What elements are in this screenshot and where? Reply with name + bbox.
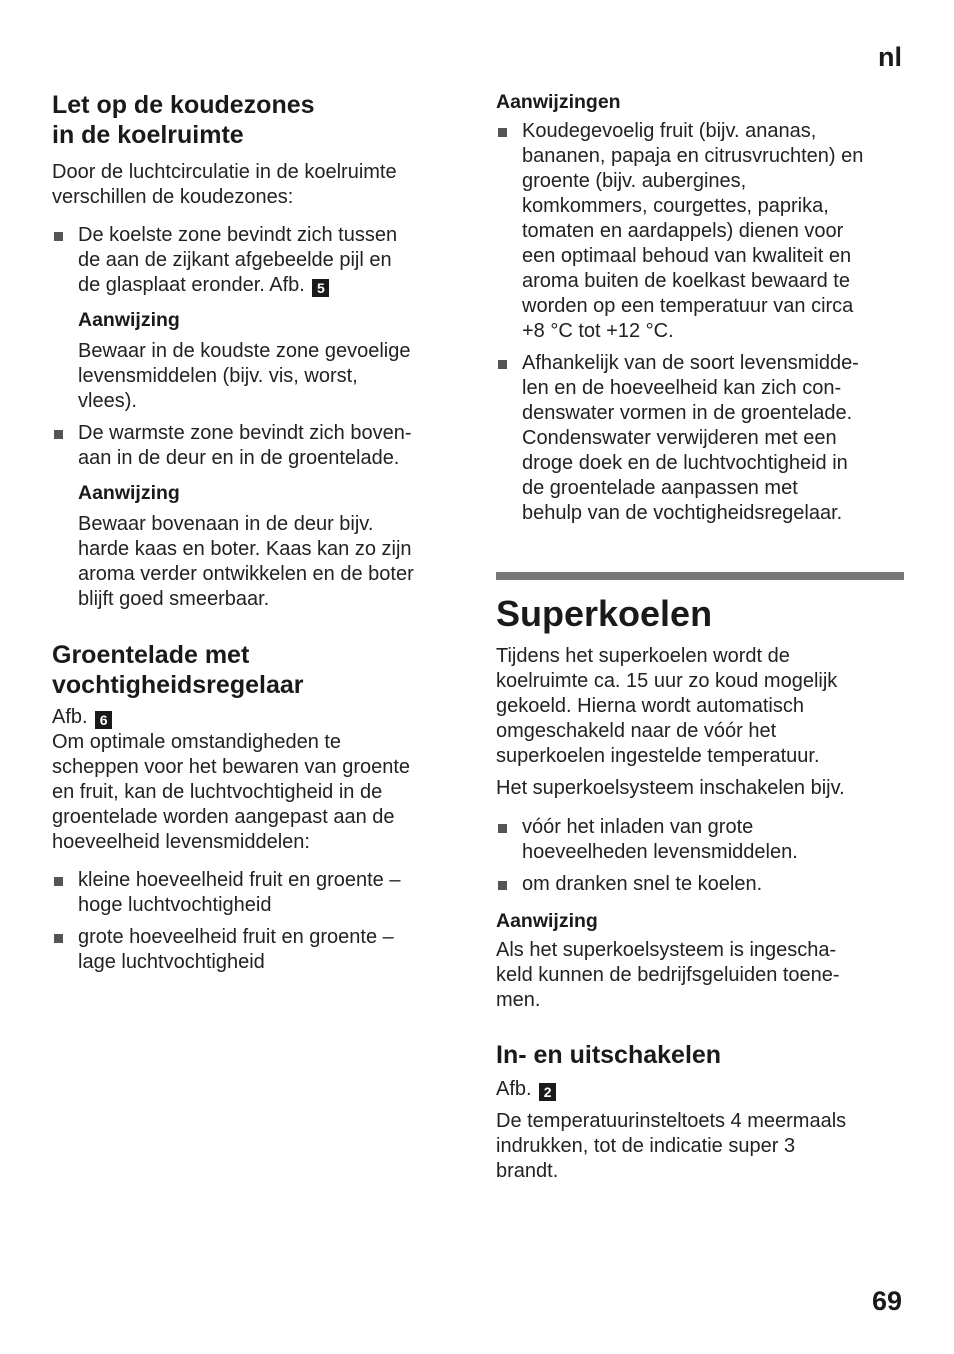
bullet-square-icon <box>498 128 507 137</box>
list-item <box>52 925 454 975</box>
bullet-square-icon <box>54 232 63 241</box>
note-block <box>496 909 904 1013</box>
list-item-text: kleine hoeveelheid fruit en groente – hoge luchtvochtigheid <box>78 869 401 916</box>
list-item <box>52 868 454 918</box>
section-title-groentelade: Groentelade met vochtigheidsregelaar <box>52 641 304 699</box>
left-column <box>52 90 454 975</box>
list-item <box>496 119 904 344</box>
list-item <box>496 872 904 897</box>
list-item-text: Koudegevoelig fruit (bijv. ananas, bananen, papaja en citrusvruchten) en groente (bijv. aubergines, komkommers, courgettes, paprika, tomaten en aardappels) dienen voor een optimaal behoud van kwaliteit en aroma buiten de koelkast bewaard te worden op een temperatuur van circa +8 °C tot +12 °C. <box>522 120 864 342</box>
note-title: Aanwijzing <box>78 309 180 331</box>
right-column <box>496 90 904 1184</box>
bullet-square-icon <box>498 360 507 369</box>
note-text: Bewaar in de koudste zone gevoelige levensmiddelen (bijv. vis, worst, vlees). <box>78 340 411 412</box>
koudezones-intro: Door de luchtcirculatie in de koelruimte verschillen de koudezones: <box>52 161 397 208</box>
section-divider <box>496 572 904 580</box>
note-block <box>52 481 454 612</box>
figure-reference-label: Afb. <box>52 706 88 728</box>
list-item <box>496 351 904 526</box>
bullet-square-icon <box>498 824 507 833</box>
note-title: Aanwijzing <box>496 910 598 932</box>
figure-reference <box>52 705 454 730</box>
bullet-square-icon <box>54 877 63 886</box>
figure-reference-badge: 6 <box>95 711 112 729</box>
note-block <box>52 308 454 414</box>
figure-reference-badge: 2 <box>539 1083 556 1101</box>
list-item-text: De warmste zone bevindt zich boven- aan in de deur en in de groentelade. <box>78 422 412 469</box>
note-title: Aanwijzing <box>78 482 180 504</box>
bullet-square-icon <box>54 934 63 943</box>
section-title-superkoelen: Superkoelen <box>496 593 713 634</box>
groentelade-text: Om optimale omstandigheden te scheppen voor het bewaren van groente en fruit, kan de luchtvochtigheid in de groentelade worden aangepast aan de hoeveelheid levensmiddelen: <box>52 731 411 853</box>
superkoelen-activate-text: Het superkoelsysteem inschakelen bijv. <box>496 777 845 799</box>
notes-title: Aanwijzingen <box>496 91 621 113</box>
in-uitschakelen-text: De temperatuurinsteltoets 4 meermaals indrukken, tot de indicatie super 3 brandt. <box>496 1110 847 1182</box>
figure-reference-badge: 5 <box>312 279 329 297</box>
list-item-text: grote hoeveelheid fruit en groente – lage luchtvochtigheid <box>78 926 394 973</box>
note-text: Bewaar bovenaan in de deur bijv. harde kaas en boter. Kaas kan zo zijn aroma verder ontwikkelen en de boter blijft goed smeerbaar. <box>78 513 414 610</box>
list-item <box>496 815 904 865</box>
list-item-text: vóór het inladen van grote hoeveelheden levensmiddelen. <box>522 816 798 863</box>
figure-reference <box>496 1077 904 1102</box>
figure-reference-label: Afb. <box>496 1078 532 1100</box>
list-item-text: om dranken snel te koelen. <box>522 873 763 895</box>
bullet-square-icon <box>498 881 507 890</box>
language-label: nl <box>878 42 902 72</box>
list-item-text: Afhankelijk van de soort levensmidde- len en de hoeveelheid kan zich con- denswater vormen in de groentelade. Condenswater verwijderen met een droge doek en de luchtvochtigheid in de groentelade aanpassen met behulp van de vochtigheidsregelaar. <box>522 352 859 524</box>
list-item <box>52 223 454 298</box>
bullet-square-icon <box>54 430 63 439</box>
section-title-in-uitschakelen: In- en uitschakelen <box>496 1041 722 1069</box>
list-item <box>52 421 454 471</box>
page-number: 69 <box>871 1286 902 1316</box>
section-title-koudezones: Let op de koudezones in de koelruimte <box>52 91 315 149</box>
superkoelen-intro: Tijdens het superkoelen wordt de koelruimte ca. 15 uur zo koud mogelijk gekoeld. Hierna wordt automatisch omgeschakeld naar de vóór het superkoelen ingestelde temperatuur. <box>496 645 838 767</box>
list-item-text: De koelste zone bevindt zich tussen de aan de zijkant afgebeelde pijl en de glasplaat eronder. Afb. <box>78 224 398 296</box>
note-text: Als het superkoelsysteem is ingescha- keld kunnen de bedrijfsgeluiden toene- men. <box>496 939 840 1011</box>
